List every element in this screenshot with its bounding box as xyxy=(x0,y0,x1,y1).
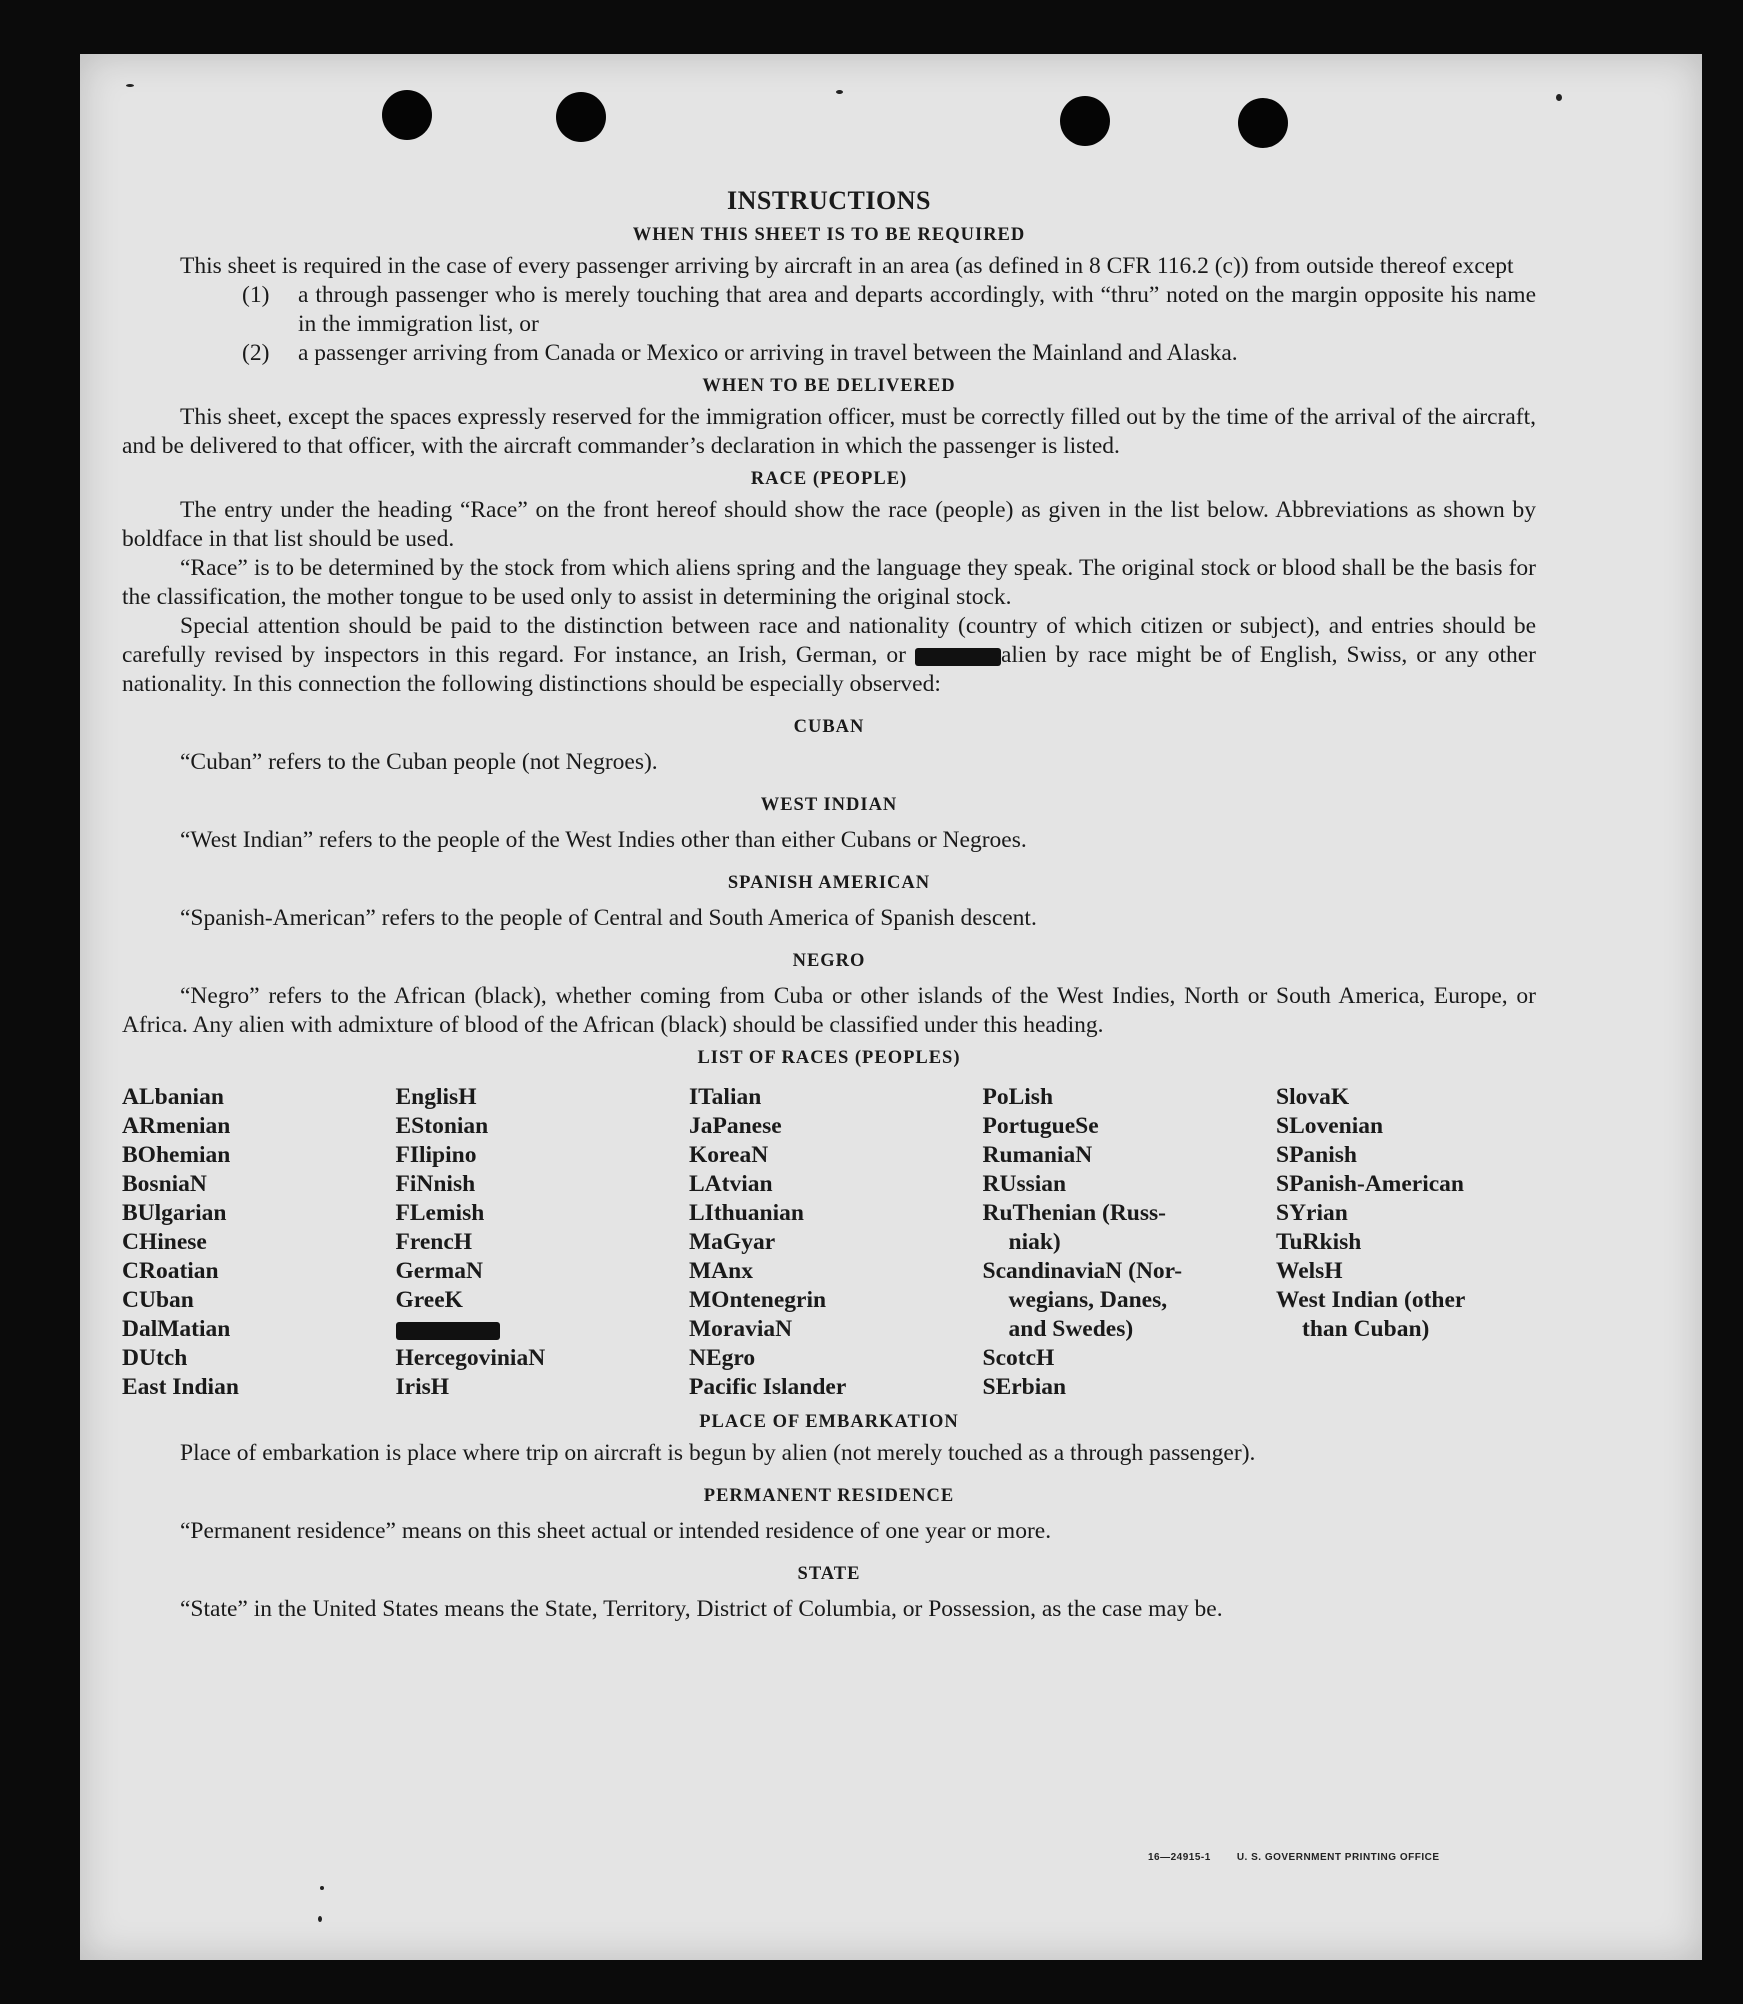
race-column xyxy=(396,1083,686,1402)
race-3-end: alien by race might be of English, Swiss, or any other nationality. In this connection the following distinctions should be especially observed: xyxy=(122,642,1536,697)
paragraph-race-1: The entry under the heading “Race” on the front hereof should show the race (people) as given in the list below. Abbreviations as shown by boldface in that list should be used. xyxy=(122,497,1536,552)
race-entry: SErbian xyxy=(982,1374,1067,1400)
paragraph-cuban: “Cuban” refers to the Cuban people (not Negroes). xyxy=(180,749,658,775)
section-heading-west-indian: WEST INDIAN xyxy=(760,795,898,815)
race-entry: ARmenian xyxy=(122,1113,231,1139)
race-entry: SlovaK xyxy=(1276,1084,1350,1110)
race-entry: RumaniaN xyxy=(982,1142,1093,1168)
race-column xyxy=(122,1083,392,1402)
race-3-start: Special attention should be paid to the distinction between race and nationality (country of which citizen or subject), and entries should be carefully revised by inspectors in this regard. For instance, an Irish, German, or xyxy=(122,613,1536,668)
ink-speck xyxy=(320,1886,324,1890)
race-entry: EnglisH xyxy=(395,1084,477,1110)
race-entry: MAnx xyxy=(689,1258,753,1284)
race-entry: BUlgarian xyxy=(122,1200,227,1226)
race-entry: MoraviaN xyxy=(689,1316,793,1342)
paragraph-residence: “Permanent residence” means on this sheet actual or intended residence of one year or more. xyxy=(180,1518,1052,1544)
race-entry: West Indian (other xyxy=(1276,1287,1466,1313)
race-entry: MOntenegrin xyxy=(689,1287,827,1313)
section-heading-negro: NEGRO xyxy=(792,951,866,971)
paragraph-required: This sheet is required in the case of every passenger arriving by aircraft in an area (as defined in 8 CFR 116.2 (c)) from outside thereof except xyxy=(180,253,1514,279)
redaction-mark xyxy=(396,1322,500,1340)
race-list xyxy=(122,1083,1536,1402)
paragraph-west-indian: “West Indian” refers to the people of the West Indies other than either Cubans or Negroes. xyxy=(180,827,1027,853)
paragraph-negro: “Negro” refers to the African (black), whether coming from Cuba or other islands of the West Indies, North or South America, Europe, or Africa. Any alien with admixture of blood of the African (black) should be classified under this heading. xyxy=(122,983,1536,1038)
race-entry: FrencH xyxy=(395,1229,473,1255)
section-heading-delivered: WHEN TO BE DELIVERED xyxy=(702,376,956,396)
redaction-mark xyxy=(915,648,1001,666)
item-number: (2) xyxy=(242,340,270,366)
section-heading-list: LIST OF RACES (PEOPLES) xyxy=(697,1048,961,1068)
race-entry: Pacific Islander xyxy=(689,1374,847,1400)
race-entry: FLemish xyxy=(395,1200,485,1226)
race-entry: PortugueSe xyxy=(982,1113,1099,1139)
exception-item xyxy=(242,339,1536,368)
race-entry: DalMatian xyxy=(122,1316,231,1342)
item-text: a passenger arriving from Canada or Mexico or arriving in travel between the Mainland and Alaska. xyxy=(298,340,1238,366)
form-number: 16—24915-1 xyxy=(1148,1852,1211,1863)
race-entry: HercegoviniaN xyxy=(395,1345,546,1371)
race-entry: BosniaN xyxy=(122,1171,207,1197)
instructions-text xyxy=(122,182,1536,1624)
section-heading-spanish-american: SPANISH AMERICAN xyxy=(727,873,931,893)
item-number: (1) xyxy=(242,282,270,308)
ink-speck xyxy=(1556,94,1562,101)
print-footer xyxy=(1148,1852,1466,1863)
race-entry: ScotcH xyxy=(982,1345,1055,1371)
race-entry: wegians, Danes, xyxy=(1008,1287,1168,1313)
race-entry: SPanish xyxy=(1276,1142,1357,1168)
race-column xyxy=(689,1083,979,1402)
race-entry: RuThenian (Russ- xyxy=(982,1200,1166,1226)
race-entry: CUban xyxy=(122,1287,194,1313)
race-entry: SYrian xyxy=(1276,1200,1348,1226)
item-text: a through passenger who is merely touching that area and departs accordingly, with “thru” noted on the margin opposite his name in the immigration list, or xyxy=(298,282,1536,337)
page-title: INSTRUCTIONS xyxy=(727,186,931,215)
section-heading-state: STATE xyxy=(797,1564,861,1584)
punch-hole xyxy=(1060,96,1110,146)
race-entry: niak) xyxy=(1008,1229,1061,1255)
section-heading-required: WHEN THIS SHEET IS TO BE REQUIRED xyxy=(632,225,1026,245)
race-entry: SLovenian xyxy=(1276,1113,1384,1139)
race-entry: RUssian xyxy=(982,1171,1067,1197)
race-entry: ALbanian xyxy=(122,1084,224,1110)
punch-hole xyxy=(1238,98,1288,148)
section-heading-cuban: CUBAN xyxy=(793,717,865,737)
paragraph-spanish-american: “Spanish-American” refers to the people of Central and South America of Spanish descent. xyxy=(180,905,1037,931)
race-entry: KoreaN xyxy=(689,1142,769,1168)
race-entry: IrisH xyxy=(395,1374,450,1400)
race-entry: LAtvian xyxy=(689,1171,773,1197)
race-entry: NEgro xyxy=(689,1345,756,1371)
race-entry: LIthuanian xyxy=(689,1200,804,1226)
exception-item xyxy=(242,281,1536,339)
race-entry: CHinese xyxy=(122,1229,207,1255)
race-entry: than Cuban) xyxy=(1302,1316,1430,1342)
race-entry: FiNnish xyxy=(395,1171,476,1197)
race-entry: PoLish xyxy=(982,1084,1054,1110)
printer-credit: U. S. GOVERNMENT PRINTING OFFICE xyxy=(1236,1852,1440,1863)
race-entry: GreeK xyxy=(395,1287,463,1313)
paragraph-state: “State” in the United States means the State, Territory, District of Columbia, or Possession, as the case may be. xyxy=(180,1596,1223,1622)
punch-hole xyxy=(382,90,432,140)
race-entry: East Indian xyxy=(122,1374,239,1400)
race-entry: WelsH xyxy=(1276,1258,1343,1284)
ink-speck xyxy=(836,90,843,94)
race-entry: MaGyar xyxy=(689,1229,776,1255)
paragraph-race-2: “Race” is to be determined by the stock from which aliens spring and the language they speak. The original stock or blood shall be the basis for the classification, the mother tongue to be used only to assist in determining the original stock. xyxy=(122,555,1536,610)
race-entry: TuRkish xyxy=(1276,1229,1362,1255)
race-entry: DUtch xyxy=(122,1345,188,1371)
paragraph-race-3 xyxy=(122,612,1536,699)
race-entry: and Swedes) xyxy=(1008,1316,1134,1342)
section-heading-residence: PERMANENT RESIDENCE xyxy=(703,1486,955,1506)
race-entry: CRoatian xyxy=(122,1258,219,1284)
race-column xyxy=(1276,1083,1536,1402)
section-heading-embarkation: PLACE OF EMBARKATION xyxy=(699,1412,959,1432)
race-entry: JaPanese xyxy=(689,1113,782,1139)
paragraph-delivered: This sheet, except the spaces expressly reserved for the immigration officer, must be correctly filled out by the time of the arrival of the aircraft, and be delivered to that officer, with the aircraft commander’s declaration in which the passenger is listed. xyxy=(122,404,1536,459)
race-entry: EStonian xyxy=(395,1113,489,1139)
punch-hole xyxy=(556,92,606,142)
ink-speck xyxy=(126,84,134,87)
ink-speck xyxy=(318,1916,322,1922)
race-entry: ScandinaviaN (Nor- xyxy=(982,1258,1183,1284)
race-entry: GermaN xyxy=(395,1258,483,1284)
race-entry: ITalian xyxy=(689,1084,762,1110)
race-column xyxy=(983,1083,1273,1402)
race-entry xyxy=(396,1315,686,1344)
paragraph-embarkation: Place of embarkation is place where trip on aircraft is begun by alien (not merely touched as a through passenger). xyxy=(180,1440,1256,1466)
race-entry: FIlipino xyxy=(395,1142,477,1168)
race-entry: BOhemian xyxy=(122,1142,231,1168)
section-heading-race: RACE (PEOPLE) xyxy=(750,469,908,489)
race-entry: SPanish-American xyxy=(1276,1171,1464,1197)
